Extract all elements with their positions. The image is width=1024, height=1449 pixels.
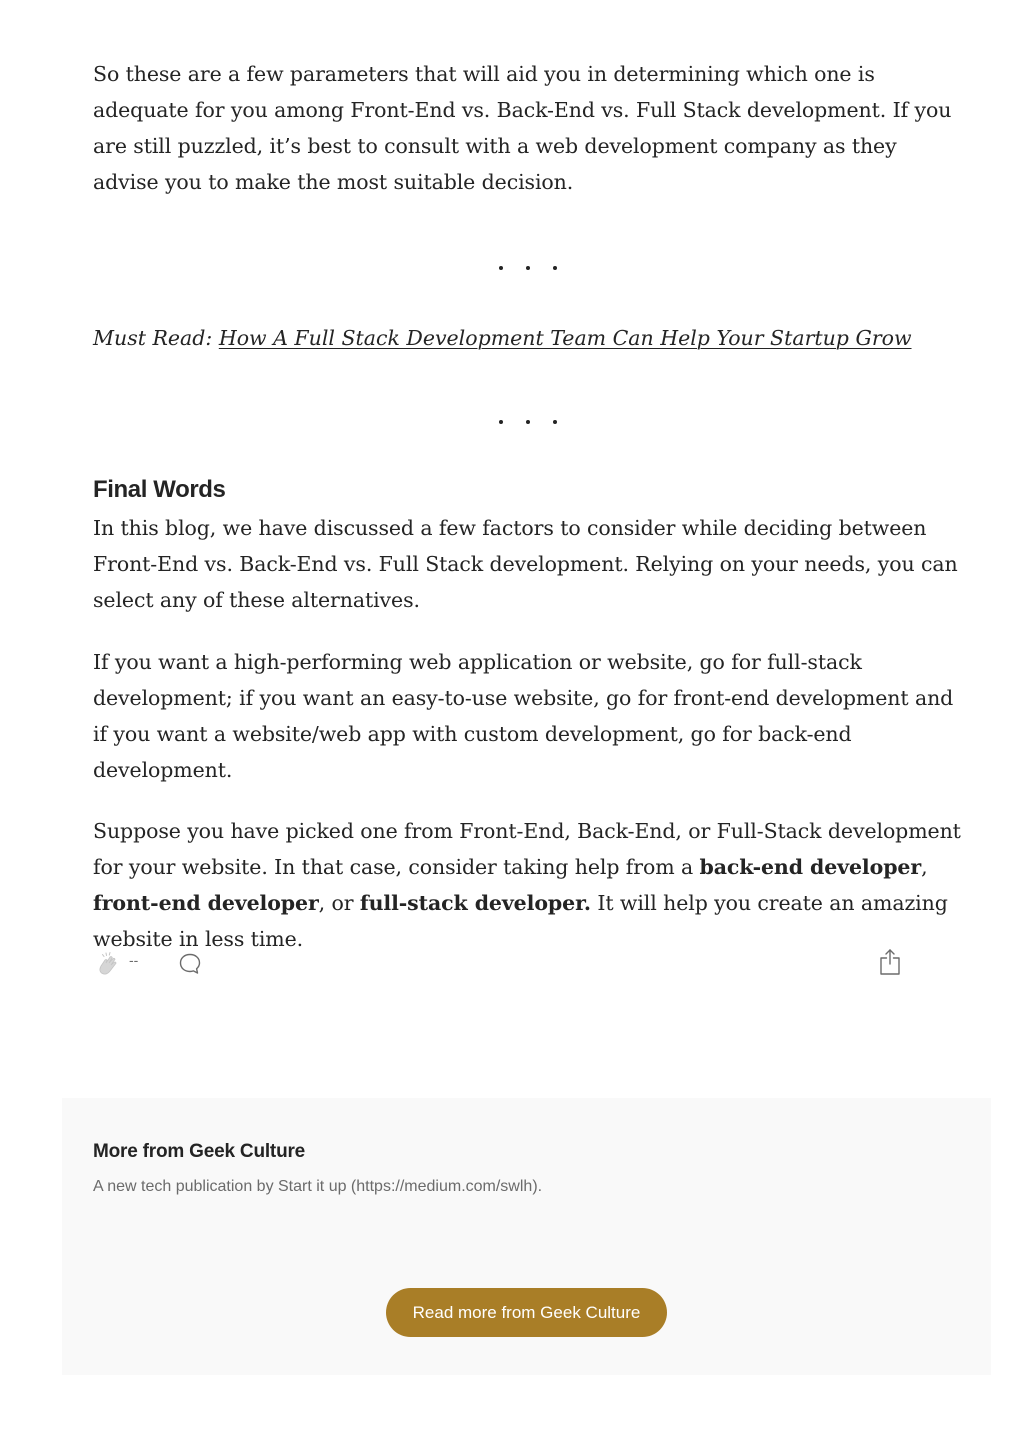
back-end-developer-bold: back-end developer [699,855,922,879]
paragraph-3-text: , [921,855,928,879]
section-separator [93,412,963,432]
must-read-line [93,320,963,356]
final-words-paragraph-1: In this blog, we have discussed a few factors to consider while deciding between Front-End vs. Back-End vs. Full Stack development. Relying on your needs, you can select any of these alternatives. [93,516,958,612]
must-read-link[interactable]: How A Full Stack Development Team Can Help Your Startup Grow [218,326,912,350]
section-separator [93,258,963,278]
article-action-bar [93,947,913,981]
clap-icon[interactable] [93,949,123,979]
paragraph-3-text: Suppose you have picked one from Front-End, Back-End, or Full-Stack development for your website. In that case, consider taking help from a [93,819,961,879]
must-read-prefix: Must Read: [93,326,219,350]
more-from-publication-section [62,1098,991,1375]
paragraph-3-text: It will help you create an amazing website in less time. [93,891,948,951]
full-stack-developer-bold: full-stack developer. [359,891,591,915]
final-words-heading: Final Words [93,476,226,503]
front-end-developer-bold: front-end developer [93,891,319,915]
article-body [93,56,963,957]
share-icon[interactable] [877,947,903,977]
paragraph-3-text: , or [318,891,360,915]
read-more-button[interactable]: Read more from Geek Culture [386,1288,667,1337]
clap-count: -- [129,952,139,968]
intro-paragraph: So these are a few parameters that will aid you in determining which one is adequate for you among Front-End vs. Back-End vs. Full Stack development. If you are still puzzled, it’s best to consult with a web development company as they advise you to make the most suitable decision. [93,62,952,194]
final-words-paragraph-3 [93,813,963,957]
publication-description: A new tech publication by Start it up (https://medium.com/swlh). [93,1178,543,1195]
comment-icon[interactable] [177,951,203,977]
final-words-paragraph-2: If you want a high-performing web application or website, go for full-stack development; if you want an easy-to-use website, go for front-end development and if you want a website/web app with custom development, go for back-end development. [93,650,954,782]
more-from-title[interactable]: More from Geek Culture [93,1141,306,1162]
